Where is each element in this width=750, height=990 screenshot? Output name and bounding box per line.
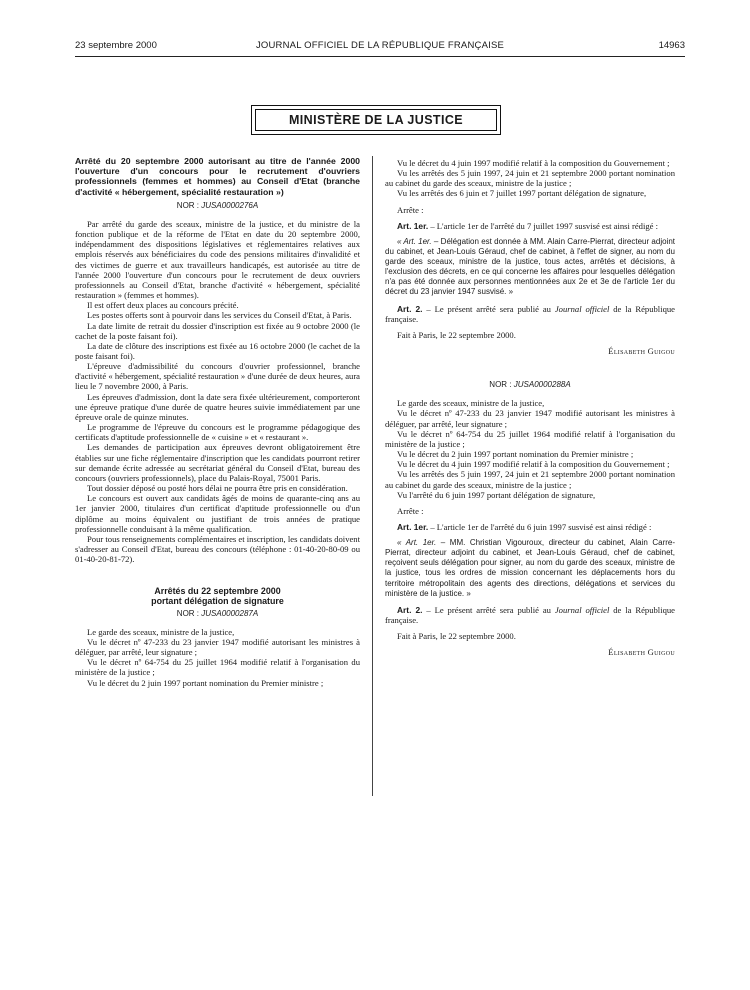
paragraph: Le concours est ouvert aux candidats âgés de moins de quarante-cinq ans au 1er janvier 2000, titulaires d'un certificat d'aptitude professionnelle ou d'un diplôme au moins équivalent ou justifiant de trois années de pratique professionnelle conduisant à la même qualification.: [75, 493, 360, 534]
right-column: [385, 158, 675, 657]
paragraph: Vu les arrêtés des 5 juin 1997, 24 juin et 21 septembre 2000 portant nomination au cabinet du garde des sceaux, ministre de la justice ;: [385, 469, 675, 490]
paragraph: La date de clôture des inscriptions est fixée au 16 octobre 2000 (le cachet de la poste faisant foi).: [75, 340, 360, 361]
paragraph: L'épreuve d'admissibilité du concours d'ouvrier professionnel, branche d'activité « hébergement, spécialité restauration » d'une durée de deux heures, aura lieu le 7 novembre 2000, à Paris.: [75, 361, 360, 392]
signature: Élisabeth Guigou: [608, 345, 675, 356]
column-divider: [372, 156, 373, 796]
article-1-quote: « Art. 1er. – Délégation est donnée à MM. Alain Carre-Pierrat, directeur adjoint du cabinet, et Jean-Louis Géraud, chef de cabinet, à l'effet de signer, au nom du garde des sceaux, ministre de la justice, tous actes, arrêtés et décisions, à l'exclusion des décrets, en ce qui concerne les affaires pour lesquelles délégation n'a pas été donnée aux personnes mentionnées aux 2e et 3e de l'article 1er du décret du 23 janvier 1947 susvisé. »: [385, 236, 676, 297]
paragraph: Le garde des sceaux, ministre de la justice,: [397, 398, 545, 409]
header-journal-title: JOURNAL OFFICIEL DE LA RÉPUBLIQUE FRANÇAISE: [255, 40, 505, 51]
left-column: [75, 156, 360, 688]
paragraph: Vu le décret nº 47-233 du 23 janvier 1947 modifié autorisant les ministres à déléguer, par arrêté, leur signature ;: [385, 408, 675, 429]
decree-title-delegation-line1: Arrêtés du 22 septembre 2000: [154, 586, 281, 597]
paragraph: Par arrêté du garde des sceaux, ministre de la justice, et du ministre de la fonction publique et de la réforme de l'Etat en date du 20 septembre 2000, indépendamment des dispositions législatives et réglementaires relatives aux emplois réservés aux bénéficiaires du code des pensions militaires d'invalidité et des victimes de guerre et aux travailleurs handicapés, est autorisée au titre de l'année 2000 l'ouverture d'un concours pour le recrutement de deux ouvriers professionnels au Conseil d'Etat, branche d'activité « hébergement, spécialité restauration » (femmes et hommes).: [75, 218, 360, 301]
decree-title-concours: Arrêté du 20 septembre 2000 autorisant au titre de l'année 2000 l'ouverture d'un concours pour le recrutement d'ouvriers professionnels (femmes et hommes) au Conseil d'Etat (branche d'activité « hébergement, spécialité restauration »): [75, 156, 360, 197]
paragraph: Le garde des sceaux, ministre de la justice,: [87, 626, 235, 637]
header-page-number: 14963: [658, 40, 685, 51]
article-2: Art. 2. – Le présent arrêté sera publié au Journal officiel de la République française.: [385, 303, 675, 324]
paragraph: Vu le décret du 4 juin 1997 modifié relatif à la composition du Gouvernement ;: [397, 459, 670, 470]
article-1-quote: « Art. 1er. – MM. Christian Vigouroux, directeur du cabinet, Alain Carre-Pierrat, directeur adjoint du cabinet, et Jean-Louis Géraud, chef de cabinet, reçoivent seuls délégation pour signer, au nom du garde des sceaux, ministre de la justice, tous les ordres de mission concernant les déplacements hors du territoire métropolitain des agents des directions, délégations et services du ministère de la justice. »: [385, 538, 676, 598]
article-2: Art. 2. – Le présent arrêté sera publié au Journal officiel de la République française.: [385, 604, 675, 625]
arrete-heading: Arrête :: [397, 505, 424, 516]
paragraph: Les épreuves d'admission, dont la date sera fixée ultérieurement, comporteront une épreuve pratique d'une durée de quatre heures suivie immédiatement par une épreuve orale de quinze minutes.: [75, 391, 360, 422]
paragraph: Vu le décret nº 64-754 du 25 juillet 1964 modifié relatif à l'organisation du ministère de la justice ;: [385, 428, 675, 449]
paragraph: Vu le décret nº 47-233 du 23 janvier 1947 modifié autorisant les ministres à déléguer, par arrêté, leur signature ;: [75, 637, 360, 658]
paragraph: Vu le décret nº 64-754 du 25 juillet 1964 modifié relatif à l'organisation du ministère de la justice ;: [75, 657, 360, 678]
signature: Élisabeth Guigou: [608, 647, 675, 658]
nor-reference-1: NOR : JUSA0000276A: [176, 200, 259, 210]
paragraph: Tout dossier déposé ou posté hors délai ne pourra être pris en considération.: [87, 483, 348, 494]
header-rule: [75, 56, 685, 57]
running-header: [75, 40, 685, 54]
paragraph: Les postes offerts sont à pourvoir dans les services du Conseil d'Etat, à Paris.: [87, 310, 352, 321]
article-1: Art. 1er. – L'article 1er de l'arrêté du 7 juillet 1997 susvisé est ainsi rédigé :: [397, 220, 659, 231]
paragraph: Vu les arrêtés des 5 juin 1997, 24 juin et 21 septembre 2000 portant nomination au cabinet du garde des sceaux, ministre de la justice ;: [385, 168, 675, 189]
paragraph: Vu le décret du 4 juin 1997 modifié relatif à la composition du Gouvernement ;: [397, 158, 670, 168]
paragraph: Vu les arrêtés des 6 juin et 7 juillet 1997 portant délégation de signature,: [397, 188, 647, 199]
paragraph: Les demandes de participation aux épreuves devront obligatoirement être établies sur une fiche réglementaire d'inscription que les candidats pourront retirer sur demande écrite adressée au secrétariat général du Conseil d'Etat, bureau des concours (ouvriers professionnels), place du Palais-Royal, 75001 Paris.: [75, 442, 360, 483]
paragraph: Il est offert deux places au concours précité.: [87, 300, 239, 311]
paragraph: Vu l'arrêté du 6 juin 1997 portant délégation de signature,: [397, 489, 596, 500]
done-at: Fait à Paris, le 22 septembre 2000.: [397, 631, 516, 642]
ministry-title: MINISTÈRE DE LA JUSTICE: [255, 109, 497, 131]
paragraph: Vu le décret du 2 juin 1997 portant nomination du Premier ministre ;: [87, 677, 324, 688]
ministry-box: [251, 105, 501, 135]
article-1: Art. 1er. – L'article 1er de l'arrêté du 6 juin 1997 susvisé est ainsi rédigé :: [397, 522, 652, 532]
paragraph: Pour tous renseignements complémentaires et inscription, les candidats doivent s'adresser au Conseil d'Etat, bureau des concours (téléphone : 01-40-20-80-09 ou 01-40-20-81-72).: [75, 533, 360, 565]
header-date: 23 septembre 2000: [75, 40, 157, 51]
paragraph: La date limite de retrait du dossier d'inscription est fixée au 9 octobre 2000 (le cachet de la poste faisant foi).: [75, 320, 360, 341]
done-at: Fait à Paris, le 22 septembre 2000.: [397, 329, 516, 340]
nor-reference-2: NOR : JUSA0000287A: [176, 608, 259, 618]
paragraph: Le programme de l'épreuve du concours est le programme pédagogique des certificats d'aptitude professionnelle de « cuisine » et « restaurant ».: [75, 422, 360, 443]
arrete-heading: Arrête :: [397, 204, 424, 215]
decree-title-delegation-line2: portant délégation de signature: [151, 596, 284, 607]
paragraph: Vu le décret du 2 juin 1997 portant nomination du Premier ministre ;: [397, 449, 634, 460]
nor-reference-3: NOR : JUSA0000288A: [489, 380, 571, 390]
